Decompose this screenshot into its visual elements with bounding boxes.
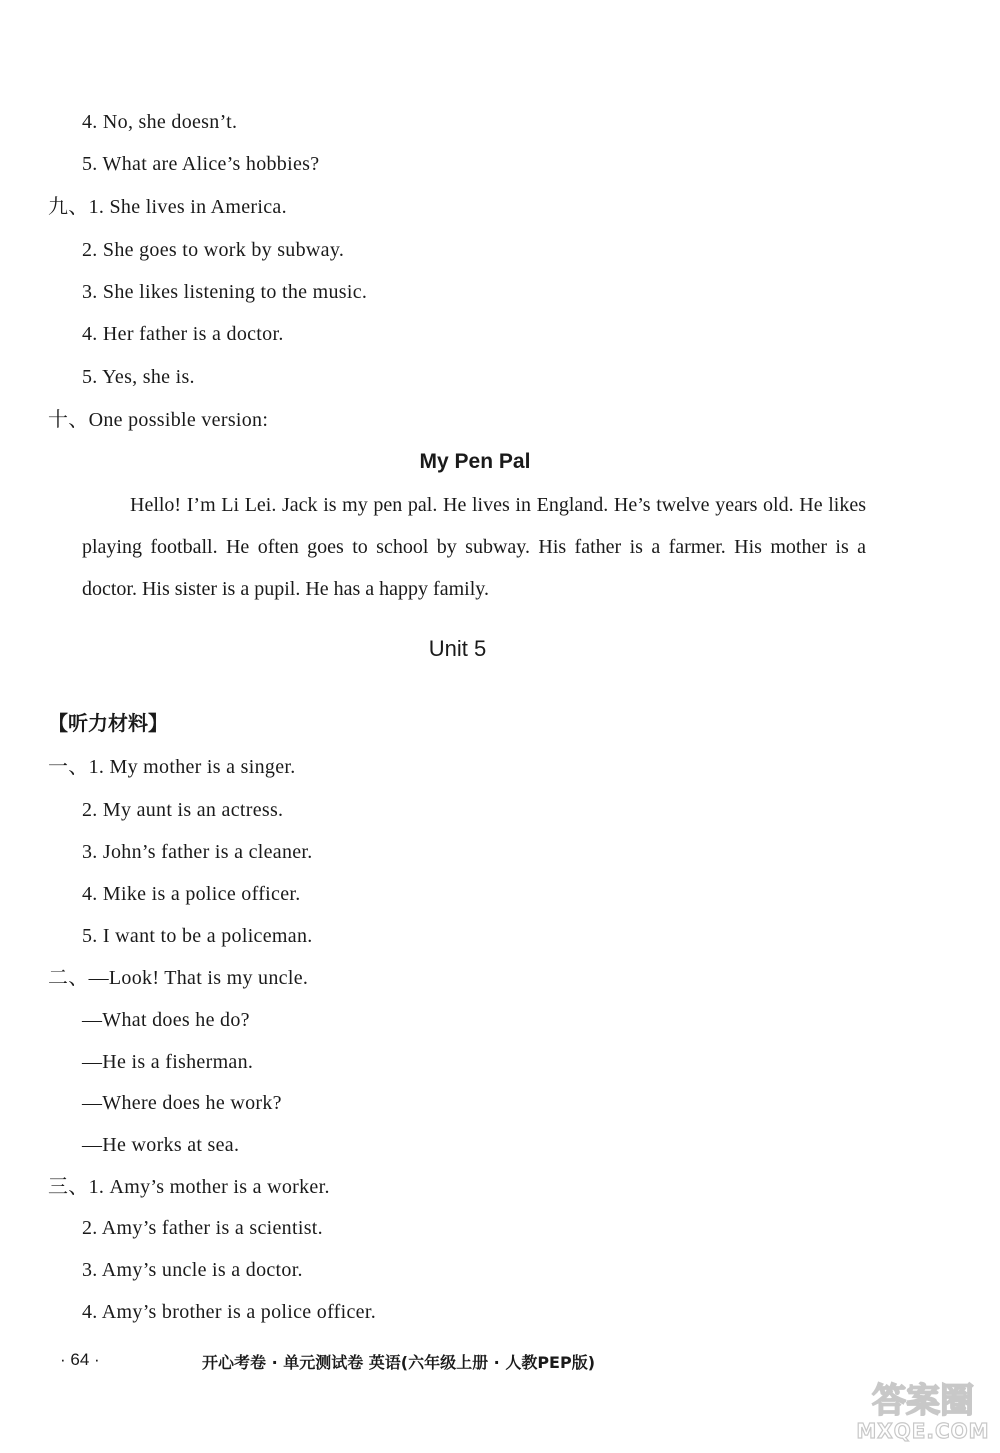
section-line: 二、—Look! That is my uncle. — [48, 967, 309, 989]
listening-line: 4. Mike is a police officer. — [82, 883, 301, 905]
unit-title: Unit 5 — [428, 636, 487, 661]
section-line: 一、1. My mother is a singer. — [48, 756, 296, 778]
watermark-top-text: 答案圈 — [872, 1381, 974, 1421]
page-number: · 64 · — [60, 1350, 100, 1369]
watermark-bottom-text: MXQE.COM — [856, 1419, 990, 1442]
listening-line: 4. Amy’s brother is a police officer. — [82, 1301, 376, 1323]
listening-line: 3. John’s father is a cleaner. — [82, 841, 313, 863]
listening-line: 2. My aunt is an actress. — [82, 799, 284, 821]
watermark-logo-graphic — [852, 1378, 994, 1442]
essay-body: Hello! I’m Li Lei. Jack is my pen pal. He lives in England. He’s twelve years old. He likes playing football. He often goes to school by subway. His father is a farmer. His mother is a doctor. His sister is a pupil. He has a happy family. — [82, 494, 866, 600]
section-line: 十、One possible version: — [48, 409, 269, 431]
listening-line: 3. Amy’s uncle is a doctor. — [82, 1259, 303, 1281]
answer-line: 5. What are Alice’s hobbies? — [82, 153, 320, 175]
section-heading: 【听力材料】 — [48, 711, 168, 735]
answer-line: 3. She likes listening to the music. — [82, 281, 368, 303]
essay-title: My Pen Pal — [419, 450, 531, 473]
listening-line: —Where does he work? — [82, 1092, 282, 1114]
answer-line: 4. Her father is a doctor. — [82, 323, 284, 345]
listening-line: 2. Amy’s father is a scientist. — [82, 1217, 323, 1239]
answer-line: 5. Yes, she is. — [82, 366, 195, 388]
listening-line: 5. I want to be a policeman. — [82, 925, 313, 947]
listening-line: —He works at sea. — [82, 1134, 240, 1156]
listening-line: —What does he do? — [82, 1009, 250, 1031]
book-title: 开心考卷 · 单元测试卷 英语(六年级上册 · 人教PEP版) — [202, 1353, 596, 1372]
section-line: 九、1. She lives in America. — [48, 196, 287, 218]
section-line: 三、1. Amy’s mother is a worker. — [48, 1176, 330, 1198]
watermark-logo — [852, 1378, 994, 1442]
answer-line: 2. She goes to work by subway. — [82, 239, 345, 261]
listening-line: —He is a fisherman. — [82, 1051, 254, 1073]
answer-line: 4. No, she doesn’t. — [82, 111, 238, 133]
